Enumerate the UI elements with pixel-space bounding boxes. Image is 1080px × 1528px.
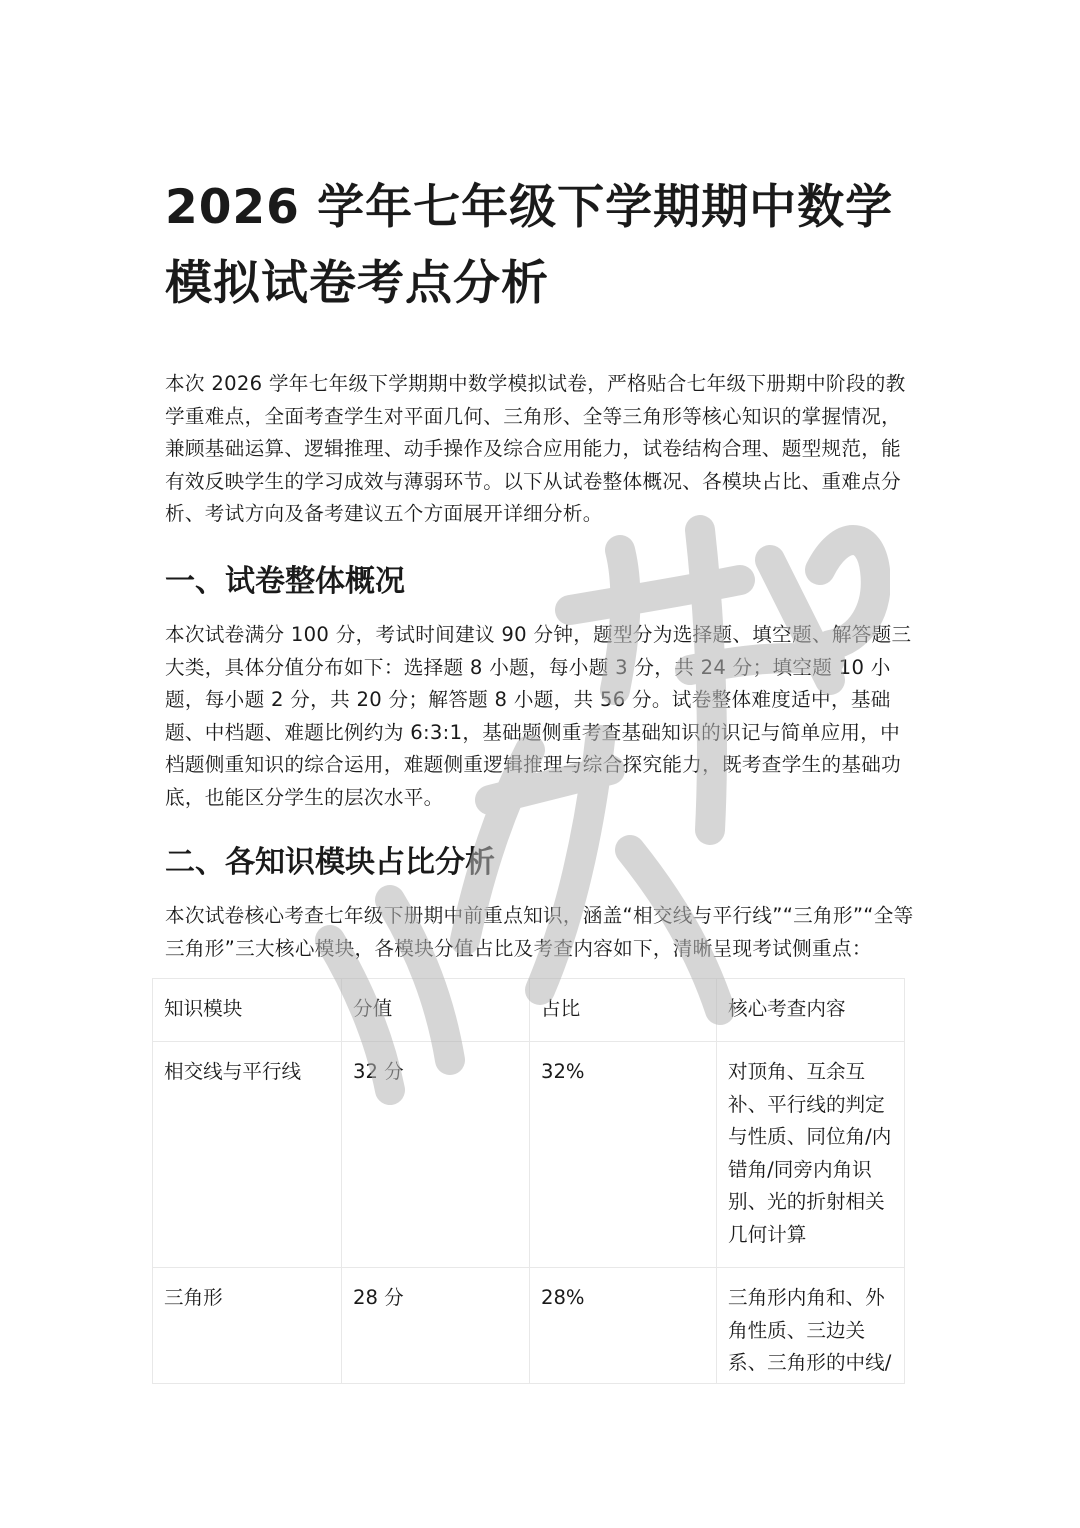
cell-score: 32 分 bbox=[342, 1042, 530, 1268]
header-score: 分值 bbox=[342, 979, 530, 1042]
section-2-paragraph: 本次试卷核心考查七年级下册期中前重点知识，涵盖“相交线与平行线”“三角形”“全等三角形”三大核心模块，各模块分值占比及考查内容如下，清晰呈现考试侧重点： bbox=[165, 904, 914, 960]
cell-ratio: 28% bbox=[530, 1268, 717, 1384]
cell-ratio: 32% bbox=[530, 1042, 717, 1268]
cell-module: 相交线与平行线 bbox=[153, 1042, 342, 1268]
header-ratio: 占比 bbox=[530, 979, 717, 1042]
cell-content: 三角形内角和、外角性质、三边关系、三角形的中线/ bbox=[717, 1268, 905, 1384]
header-content: 核心考查内容 bbox=[717, 979, 905, 1042]
cell-module: 三角形 bbox=[153, 1268, 342, 1384]
module-table bbox=[152, 978, 905, 1384]
table-row bbox=[153, 1268, 905, 1384]
header-module: 知识模块 bbox=[153, 979, 342, 1042]
cell-content: 对顶角、互余互补、平行线的判定与性质、同位角/内错角/同旁内角识别、光的折射相关几何计算 bbox=[717, 1042, 905, 1268]
intro-paragraph: 本次 2026 学年七年级下学期期中数学模拟试卷，严格贴合七年级下册期中阶段的教学重难点，全面考查学生对平面几何、三角形、全等三角形等核心知识的掌握情况，兼顾基础运算、逻辑推理、动手操作及综合应用能力，试卷结构合理、题型规范，能有效反映学生的学习成效与薄弱环节。以下从试卷整体概况、各模块占比、重难点分析、考试方向及备考建议五个方面展开详细分析。 bbox=[165, 372, 906, 525]
table-row bbox=[153, 1042, 905, 1268]
section-1-heading: 一、试卷整体概况 bbox=[165, 564, 405, 599]
section-2-heading: 二、各知识模块占比分析 bbox=[165, 845, 495, 880]
page-title: 2026 学年七年级下学期期中数学模拟试卷考点分析 bbox=[165, 180, 894, 311]
section-1-paragraph: 本次试卷满分 100 分，考试时间建议 90 分钟，题型分为选择题、填空题、解答题三大类，具体分值分布如下：选择题 8 小题，每小题 3 分，共 24 分；填空题 10 小题，每小题 2 分，共 20 分；解答题 8 小题，共 56 分。试卷整体难度适中，基础题、中档题、难题比例约为 6:3:1，基础题侧重考查基础知识的识记与简单应用，中档题侧重知识的综合运用，难题侧重逻辑推理与综合探究能力，既考查学生的基础功底，也能区分学生的层次水平。 bbox=[165, 623, 912, 809]
table-header-row bbox=[153, 979, 905, 1042]
cell-score: 28 分 bbox=[342, 1268, 530, 1384]
